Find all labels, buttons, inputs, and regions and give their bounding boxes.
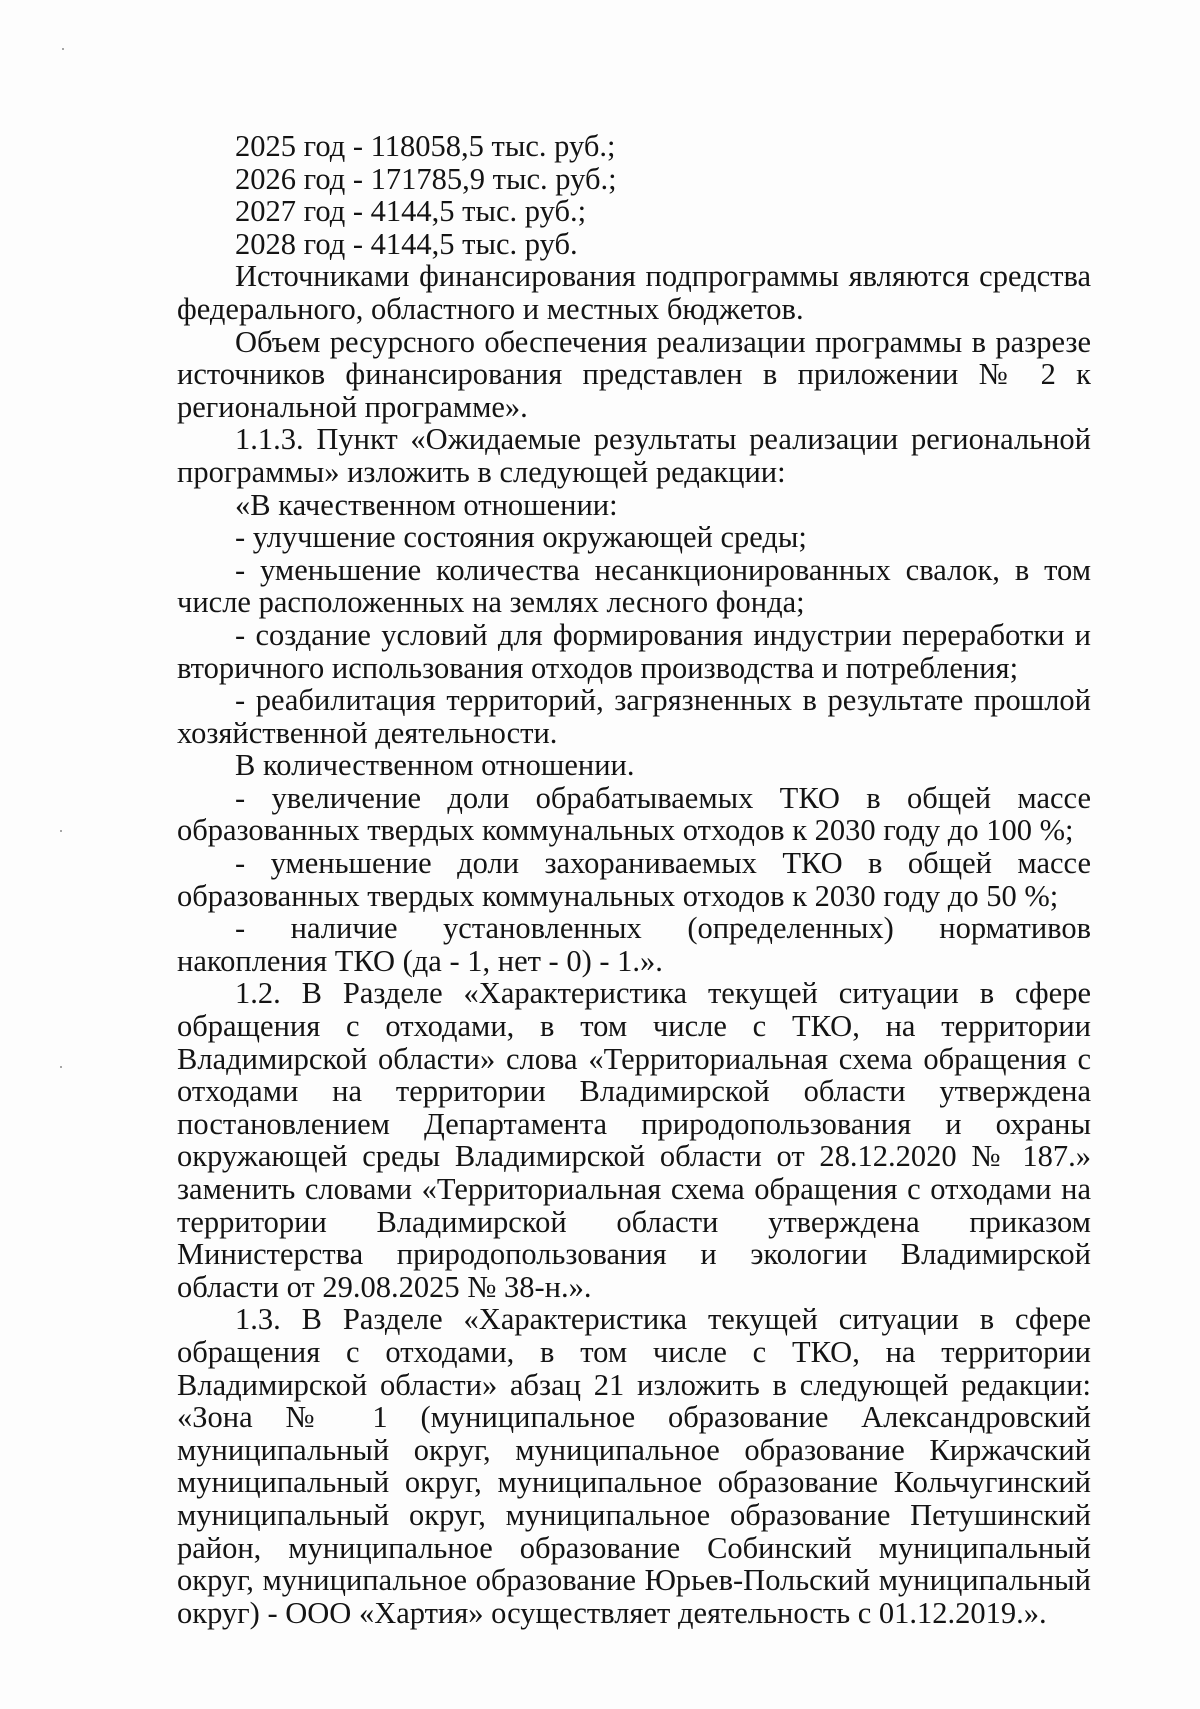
list-item-qualitative-1: - улучшение состояния окружающей среды; <box>235 520 807 555</box>
paragraph-1-1-3: 1.1.3. Пункт «Ожидаемые результаты реализации региональной программы» изложить в следующей редакции: <box>177 422 1091 489</box>
document-body <box>177 130 1091 1629</box>
list-item-qualitative-2: - уменьшение количества несанкционированных свалок, в том числе расположенных на землях лесного фонда; <box>177 552 1091 620</box>
paragraph-1-3: 1.3. В Разделе «Характеристика текущей ситуации в сфере обращения с отходами, в том числе с ТКО, на территории Владимирской области» абзац 21 изложить в следующей редакции: «Зона № 1 (муниципальное образование Александровский муниципальный округ, муниципальное образование Киржачский муниципальный округ, муниципальное образование Кольчугинский муниципальный округ, муниципальное образование Петушинский район, муниципальное образование Собинский муниципальный округ, муниципальное образование Юрьев-Польский муниципальный округ) - ООО «Хартия» осуществляет деятельность с 01.12.2019.». <box>177 1302 1091 1630</box>
funding-line-2027: 2027 год - 4144,5 тыс. руб.; <box>235 194 587 229</box>
funding-line-2028: 2028 год - 4144,5 тыс. руб. <box>235 226 578 261</box>
scan-speck <box>60 1066 62 1068</box>
list-item-quantitative-1: - увеличение доли обрабатываемых ТКО в общей массе образованных твердых коммунальных отходов к 2030 году до 100 %; <box>177 780 1091 848</box>
funding-line-2025: 2025 год - 118058,5 тыс. руб.; <box>235 129 616 163</box>
paragraph-qualitative-heading: «В качественном отношении: <box>235 487 618 522</box>
paragraph-quantitative-heading: В количественном отношении. <box>235 748 635 783</box>
list-item-quantitative-2: - уменьшение доли захораниваемых ТКО в общей массе образованных твердых коммунальных отходов к 2030 году до 50 %; <box>177 846 1091 913</box>
paragraph-resource-volume: Объем ресурсного обеспечения реализации программы в разрезе источников финансирования представлен в приложении № 2 к региональной программе». <box>177 324 1091 424</box>
paragraph-1-2: 1.2. В Разделе «Характеристика текущей ситуации в сфере обращения с отходами, в том числе с ТКО, на территории Владимирской области» слова «Территориальная схема обращения с отходами на территории Владимирской области утверждена постановлением Департамента природопользования и охраны окружающей среды Владимирской области от 28.12.2020 № 187.» заменить словами «Территориальная схема обращения с отходами на территории Владимирской области утверждена приказом Министерства природопользования и экологии Владимирской области от 29.08.2025 № 38-н.». <box>177 976 1091 1304</box>
list-item-qualitative-4: - реабилитация территорий, загрязненных в результате прошлой хозяйственной деятельности. <box>177 683 1091 750</box>
scan-speck <box>62 48 64 50</box>
paragraph-funding-sources: Источниками финансирования подпрограммы являются средства федерального, областного и местных бюджетов. <box>177 259 1091 326</box>
list-item-quantitative-3: - наличие установленных (определенных) нормативов накопления ТКО (да - 1, нет - 0) - 1.». <box>177 911 1091 978</box>
list-item-qualitative-3: - создание условий для формирования индустрии переработки и вторичного использования отходов производства и потребления; <box>177 617 1091 685</box>
funding-line-2026: 2026 год - 171785,9 тыс. руб.; <box>235 161 617 196</box>
scan-speck <box>60 830 62 832</box>
